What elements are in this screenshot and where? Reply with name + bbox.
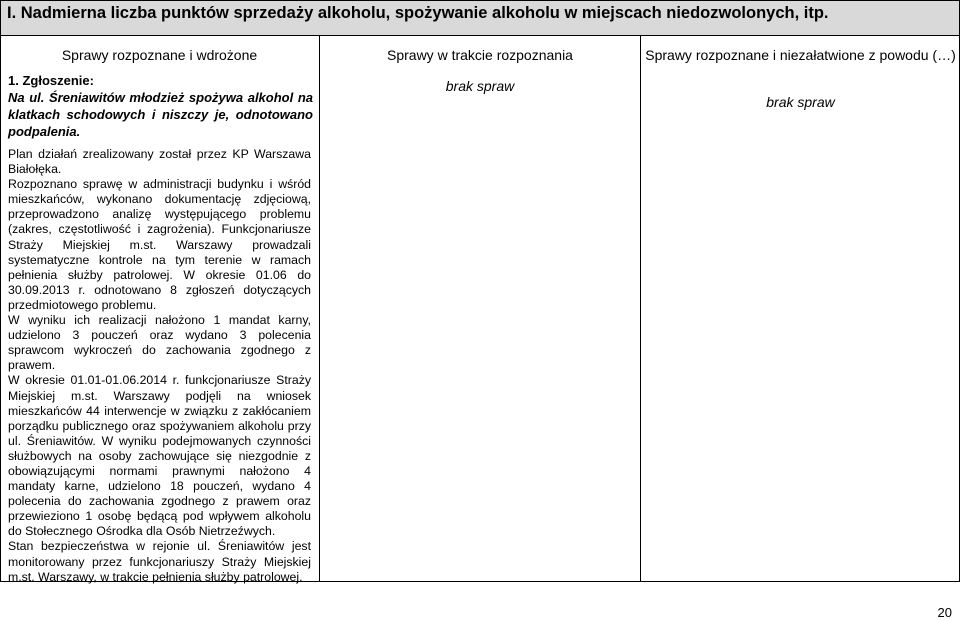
case-report [8, 72, 313, 140]
page-number: 20 [937, 605, 952, 620]
column-header-in-progress: Sprawy w trakcie rozpoznania [387, 47, 573, 63]
action-paragraph: Rozpoznano sprawę w administracji budynku i wśród mieszkańców, wykonano dokumentację zdjęciową, przeprowadzono analizę występującego problemu (zakres, częstotliwość i zagrożenia). Funkcjonariusze Straży Miejskiej m.st. Warszawy prowadzali systematyczne kontrole na tym terenie w ramach pełnienia służby patrolowej. W okresie 01.06 do 30.09.2013 r. odnotowano 8 zgłoszeń dotyczących przedmiotowego problemu. [8, 177, 311, 312]
column-header-implemented: Sprawy rozpoznane i wdrożone [61, 47, 258, 63]
unresolved-content: brak spraw [766, 94, 835, 110]
case-description: Na ul. Śreniawitów młodzież spożywa alkohol na klatkach schodowych i niszczy je, odnotowano podpalenia. [8, 90, 313, 139]
action-paragraph: Plan działań zrealizowany został przez KP Warszawa Białołęka. [8, 147, 311, 177]
section-title-bar [0, 0, 960, 36]
column-divider [640, 35, 641, 582]
column-header-unresolved: Sprawy rozpoznane i niezałatwione z powodu (…) [645, 47, 956, 63]
action-paragraph: W wyniku ich realizacji nałożono 1 mandat karny, udzielono 3 pouczeń oraz wydano 3 polecenia sprawcom wykroczeń do zachowania zgodnego z prawem. [8, 313, 311, 373]
case-heading: 1. Zgłoszenie: [8, 73, 94, 88]
case-actions [8, 147, 311, 585]
action-paragraph: W okresie 01.01-01.06.2014 r. funkcjonariusze Straży Miejskiej m.st. Warszawy podjęli na wniosek mieszkańców 44 interwencje w związku z zakłócaniem porządku publicznego oraz spożywaniem alkoholu przy ul. Śreniawitów. W wyniku podejmowanych czynności służbowych na osoby zachowujące się niezgodnie z obowiązującymi normami prawnymi nałożono 4 mandaty karne, udzielono 18 pouczeń, wydano 4 polecenia do zachowania zgodnego z prawem oraz przewieziono 1 osobę będącą pod wpływem alkoholu do Stołecznego Ośrodka dla Osób Nietrzeźwych. [8, 373, 311, 539]
action-paragraph: Stan bezpieczeństwa w rejonie ul. Śreniawitów jest monitorowany przez funkcjonariuszy Straży Miejskiej m.st. Warszawy, w trakcie pełnienia służby patrolowej. [8, 539, 311, 584]
column-divider [319, 35, 320, 582]
section-title: I. Nadmierna liczba punktów sprzedaży alkoholu, spożywanie alkoholu w miejscach niedozwolonych, itp. [7, 4, 829, 22]
in-progress-content: brak spraw [445, 78, 515, 94]
